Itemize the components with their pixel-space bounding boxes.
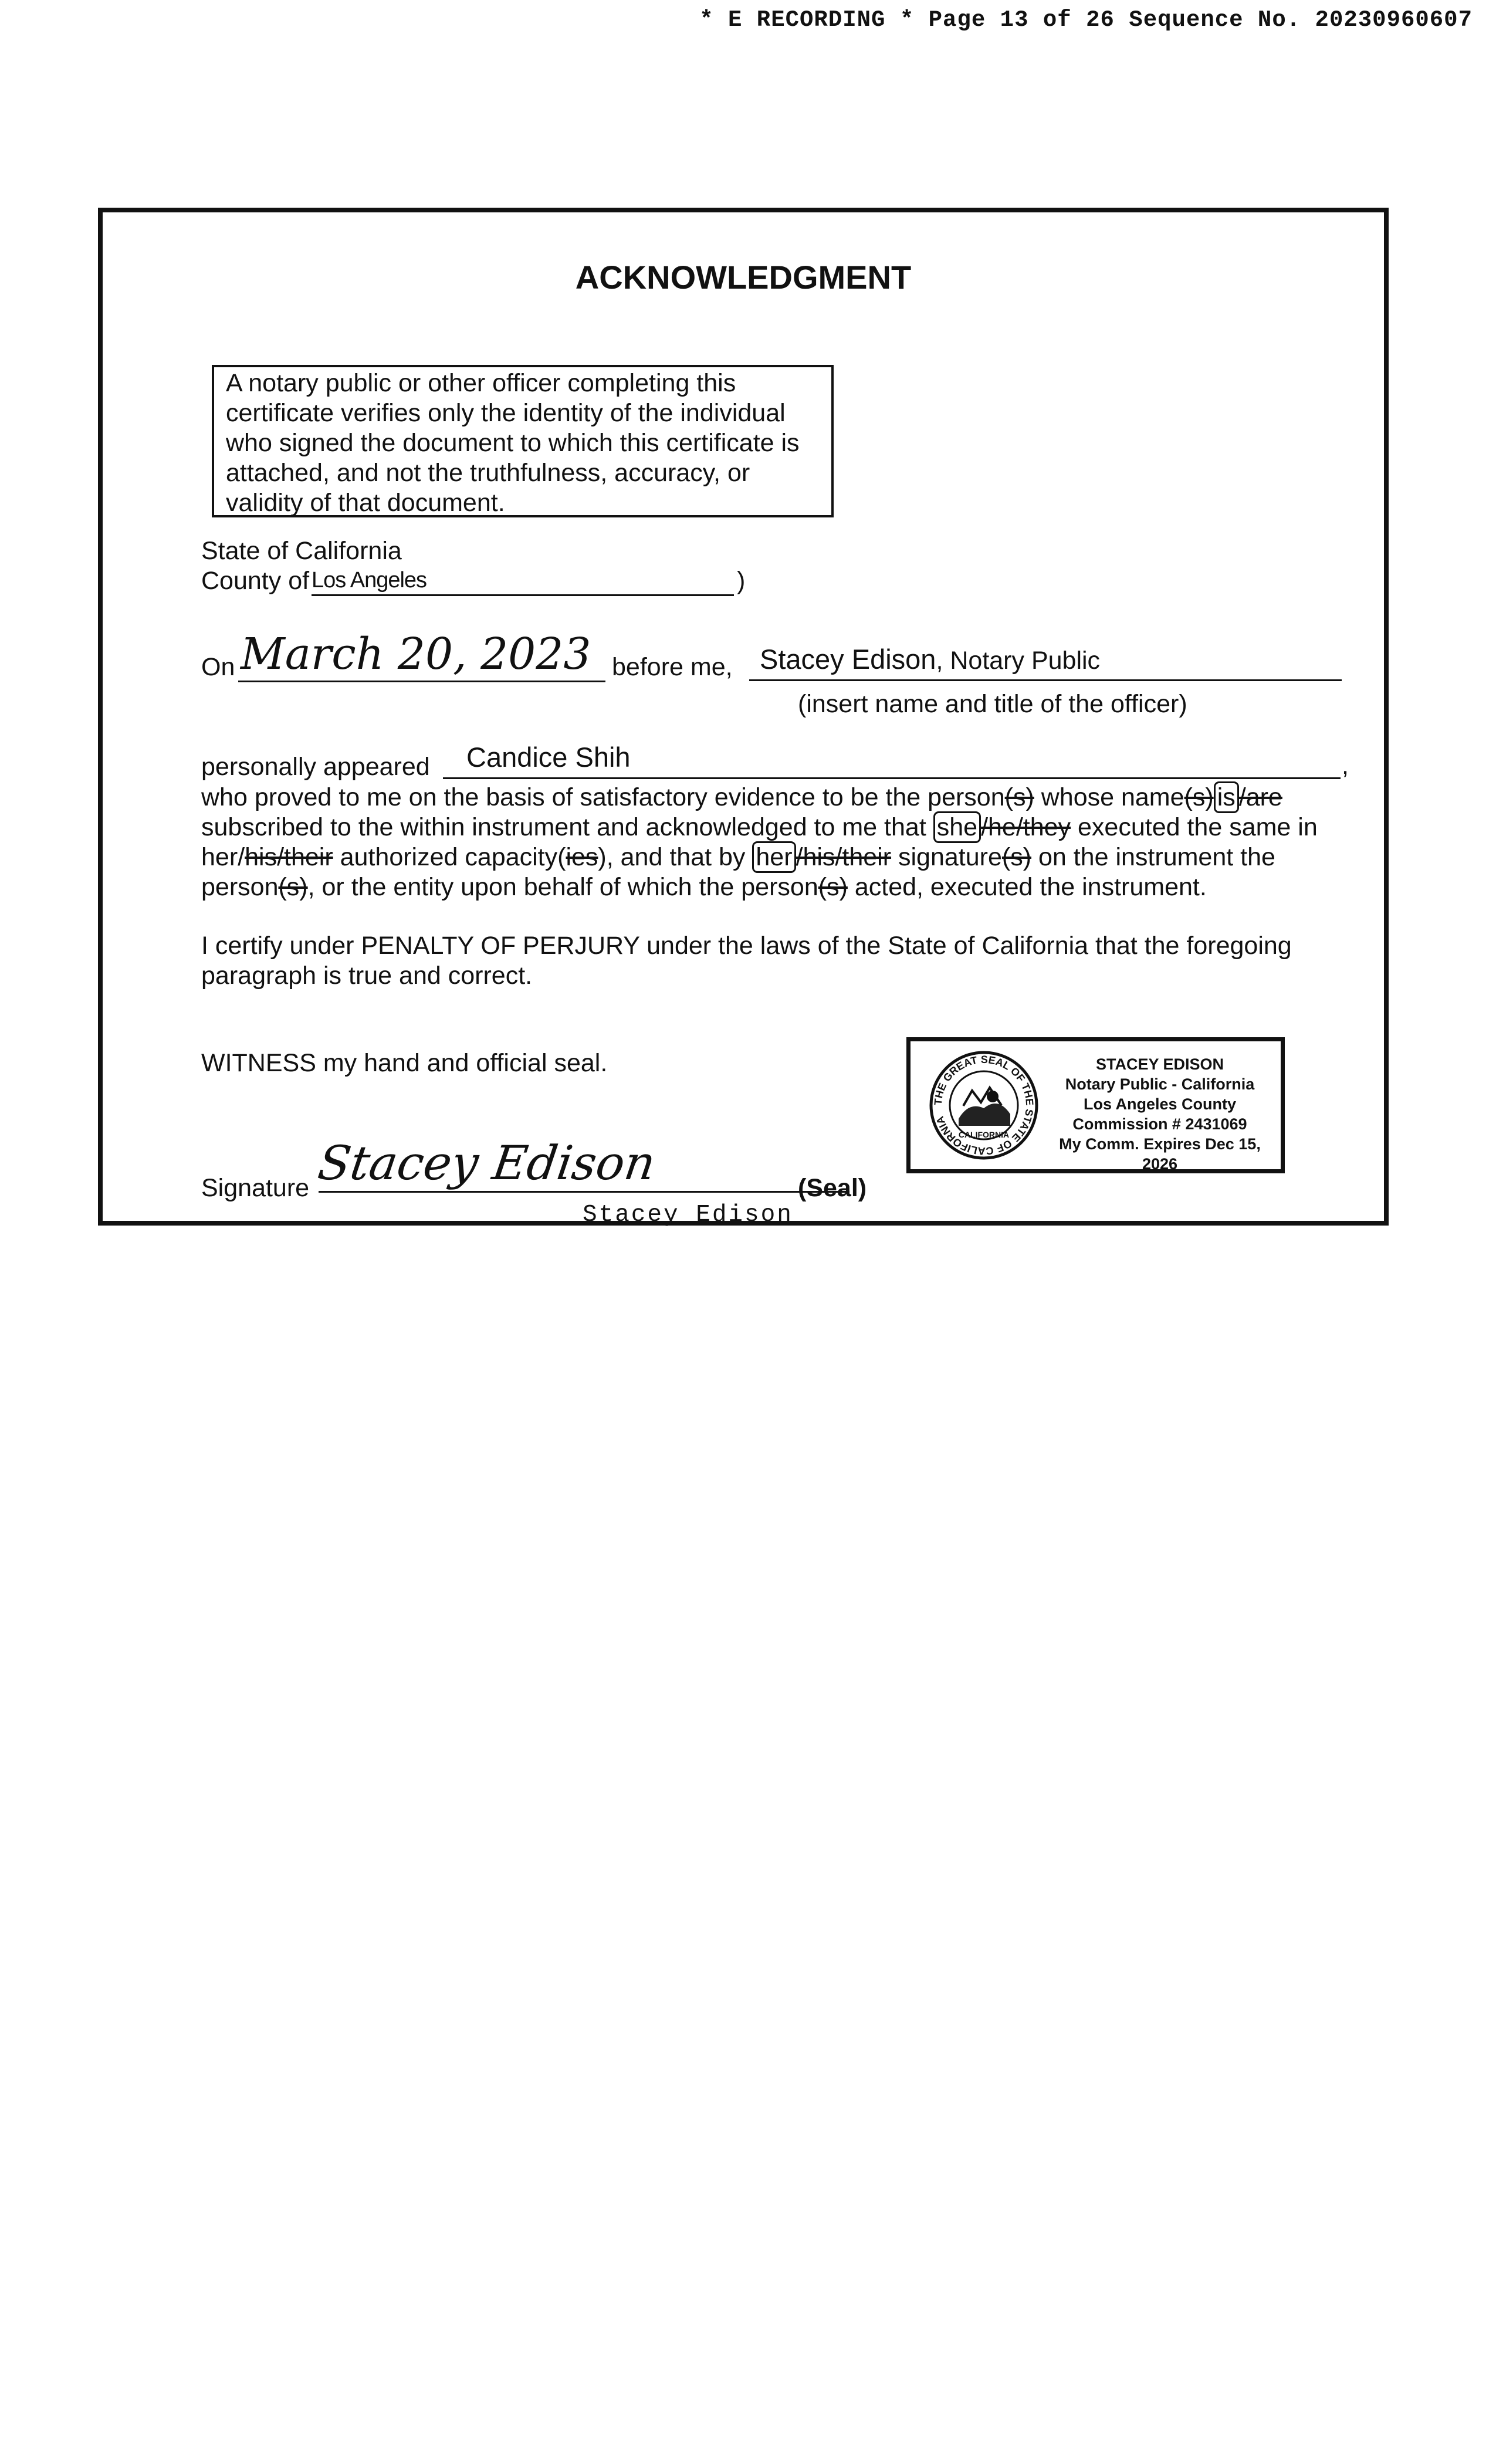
seal-text-block — [1045, 1054, 1274, 1174]
recording-header: * E RECORDING * Page 13 of 26 Sequence No. 20230960607 — [699, 7, 1473, 33]
appeared-comma: , — [1342, 752, 1349, 780]
seal-emblem-label: CALIFORNIA — [958, 1130, 1010, 1139]
text: her/ — [201, 843, 245, 871]
struck-text: /are — [1238, 783, 1282, 811]
notice-line: validity of that document. — [226, 489, 505, 517]
struck-text: (s) — [1004, 783, 1034, 811]
officer-title: , Notary Public — [936, 647, 1101, 675]
certify-line: paragraph is true and correct. — [201, 962, 533, 990]
acknowledgment-form — [98, 208, 1389, 1226]
struck-text: (s) — [1184, 783, 1214, 811]
county-close-paren: ) — [737, 567, 746, 595]
struck-text: ies — [566, 843, 598, 871]
paragraph-line-1 — [201, 783, 1282, 813]
struck-text: (s) — [1001, 843, 1032, 871]
notary-seal-stamp — [906, 1037, 1285, 1173]
state-seal-emblem — [928, 1050, 1040, 1161]
seal-line: STACEY EDISON — [1095, 1055, 1224, 1073]
county-field — [312, 567, 734, 596]
officer-field — [749, 635, 1342, 681]
circled-text: is — [1214, 781, 1239, 813]
county-value: Los Angeles — [312, 568, 427, 593]
notice-line: certificate verifies only the identity of the individual — [226, 399, 786, 427]
seal-ring-text: THE GREAT SEAL OF THE STATE OF CALIFORNIA — [932, 1053, 1036, 1157]
appeared-name: Candice Shih — [466, 742, 631, 773]
text: who proved to me on the basis of satisfactory evidence to be the person — [201, 783, 1005, 811]
witness-line: WITNESS my hand and official seal. — [201, 1049, 608, 1077]
text: executed the same in — [1071, 813, 1318, 841]
handwritten-signature: Stacey Edison — [314, 1136, 659, 1190]
paragraph-line-3 — [201, 842, 1275, 873]
struck-text: (s) — [278, 873, 308, 901]
personally-appeared-label: personally appeared — [201, 753, 430, 781]
officer-name: Stacey Edison — [760, 644, 936, 675]
certify-line: I certify under PENALTY OF PERJURY under the laws of the State of California that the foregoing — [201, 932, 1292, 960]
on-label: On — [201, 653, 235, 681]
notice-line: A notary public or other officer completing this — [226, 369, 736, 397]
signature-line — [314, 1128, 849, 1193]
seal-line: Los Angeles County — [1083, 1095, 1237, 1113]
text: on the instrument the — [1031, 843, 1275, 871]
seal-line: Commission # 2431069 — [1072, 1115, 1247, 1133]
form-title: ACKNOWLEDGMENT — [575, 259, 912, 296]
paragraph-line-4 — [201, 872, 1207, 903]
notice-line: attached, and not the truthfulness, accuracy, or — [226, 459, 750, 487]
handwritten-date: March 20, 2023 — [241, 629, 591, 679]
before-me-label: before me, — [612, 653, 733, 681]
paragraph-line-2 — [201, 813, 1318, 843]
text: signature — [891, 843, 1002, 871]
typed-name: Stacey Edison — [583, 1201, 793, 1228]
struck-text: /he/they — [981, 813, 1071, 841]
struck-text: his/their — [245, 843, 333, 871]
svg-text:THE GREAT SEAL OF THE STATE OF — [932, 1054, 1035, 1157]
circled-text: she — [933, 811, 981, 843]
text: person — [201, 873, 279, 901]
circled-text: her — [752, 841, 796, 873]
seal-label: (Seal) — [798, 1174, 867, 1202]
state-line: State of California — [201, 537, 402, 565]
seal-line: My Comm. Expires Dec 15, 2026 — [1059, 1135, 1261, 1173]
signature-label: Signature — [201, 1174, 310, 1202]
text: whose name — [1034, 783, 1184, 811]
text: authorized capacity( — [333, 843, 566, 871]
notice-box — [212, 365, 834, 517]
struck-text: /his/their — [796, 843, 892, 871]
struck-text: (s) — [818, 873, 848, 901]
officer-caption: (insert name and title of the officer) — [798, 690, 1187, 718]
text: subscribed to the within instrument and acknowledged to me that — [201, 813, 933, 841]
county-label: County of — [201, 567, 310, 595]
appeared-name-field — [443, 737, 1341, 779]
text: , or the entity upon behalf of which the person — [307, 873, 818, 901]
date-field — [238, 623, 605, 682]
notice-line: who signed the document to which this certificate is — [226, 429, 800, 457]
text: ), and that by — [598, 843, 753, 871]
text: acted, executed the instrument. — [847, 873, 1207, 901]
seal-line: Notary Public - California — [1065, 1075, 1255, 1093]
